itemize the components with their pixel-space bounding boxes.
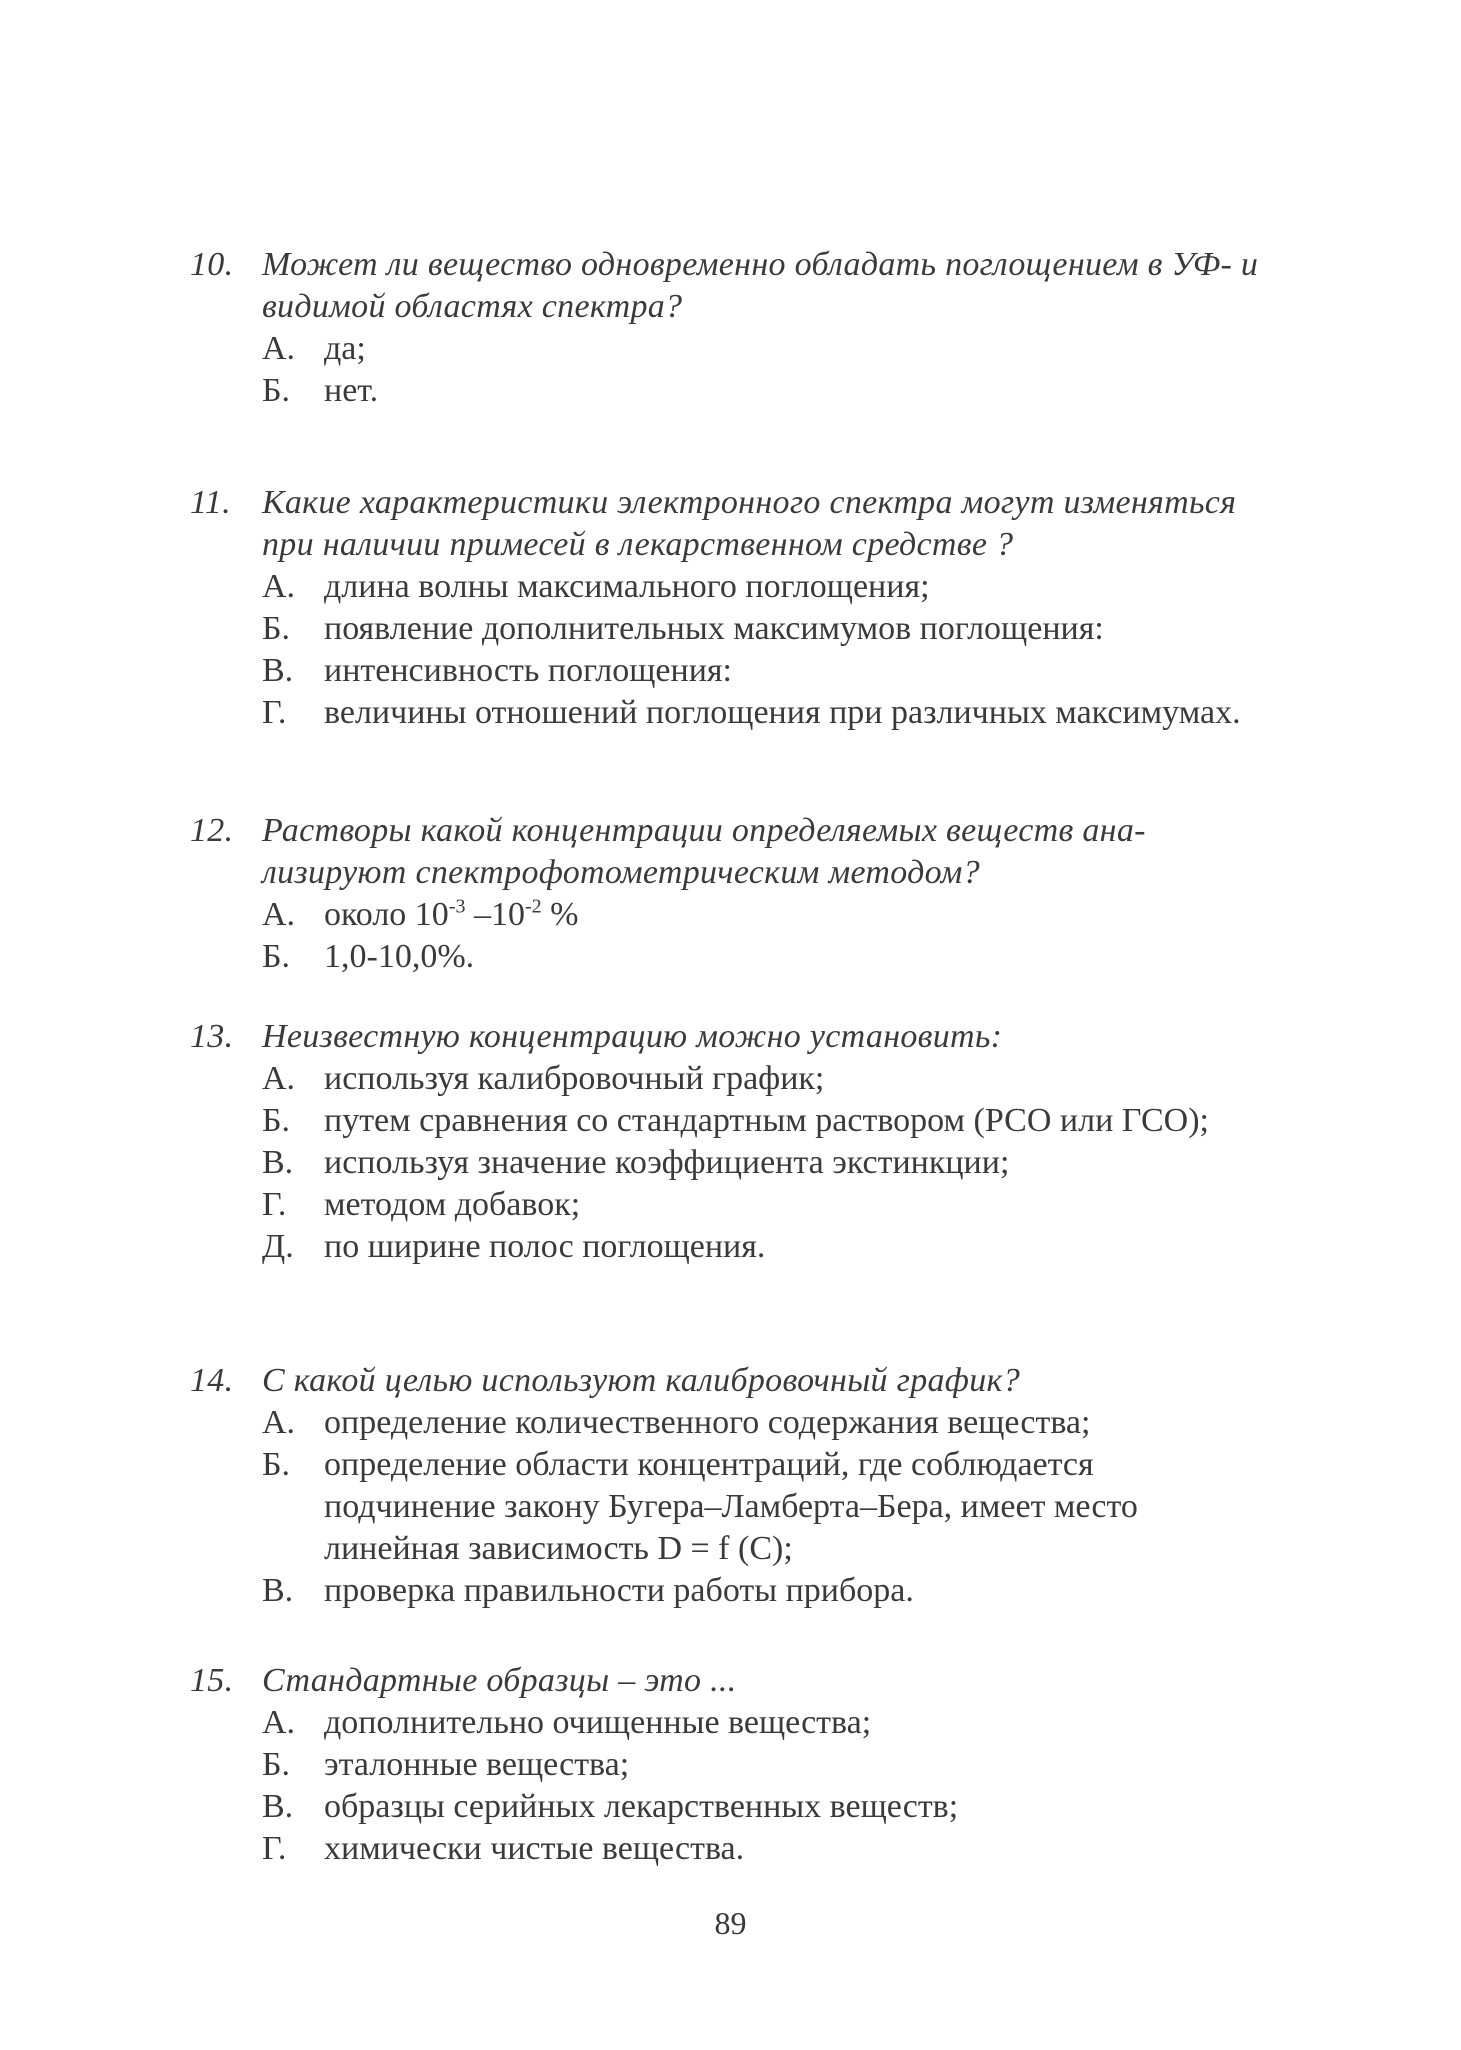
question-header bbox=[190, 1360, 1270, 1402]
question-text: Растворы какой концентрации определяемых веществ анализируют спектрофотометрическим методом? bbox=[262, 812, 1146, 891]
option-b bbox=[262, 370, 1270, 412]
option-letter: Б. bbox=[262, 1446, 291, 1483]
option-b bbox=[262, 608, 1270, 650]
option-g bbox=[262, 1828, 1270, 1870]
option-text: используя значение коэффициента экстинкции; bbox=[324, 1144, 1010, 1181]
option-text: используя калибровочный график; bbox=[324, 1060, 825, 1097]
option-text: величины отношений поглощения при различных максимумах. bbox=[324, 694, 1241, 731]
question-12 bbox=[190, 810, 1270, 978]
question-number: 13. bbox=[190, 1018, 234, 1055]
superscript-exponent: -2 bbox=[524, 895, 542, 918]
question-text: Стандартные образцы – это ... bbox=[262, 1662, 737, 1699]
question-header bbox=[190, 244, 1270, 328]
question-text: С какой целью используют калибровочный график? bbox=[262, 1362, 1021, 1399]
option-letter: А. bbox=[262, 1060, 296, 1097]
option-letter: А. bbox=[262, 330, 296, 367]
option-text: определение области концентраций, где соблюдается подчинение закону Бугера–Ламберта–Бера, имеет место линейная зависимость D = f (C); bbox=[324, 1446, 1138, 1567]
option-v bbox=[262, 1142, 1270, 1184]
option-letter: Б. bbox=[262, 938, 291, 975]
question-number: 10. bbox=[190, 246, 234, 283]
option-letter: В. bbox=[262, 1144, 294, 1181]
question-number: 15. bbox=[190, 1662, 234, 1699]
superscript-exponent: -3 bbox=[448, 895, 466, 918]
option-g bbox=[262, 1184, 1270, 1226]
option-letter: Г. bbox=[262, 694, 287, 731]
option-text: проверка правильности работы прибора. bbox=[324, 1572, 914, 1609]
option-v bbox=[262, 650, 1270, 692]
option-letter: А. bbox=[262, 568, 296, 605]
option-a bbox=[262, 1402, 1270, 1444]
option-a bbox=[262, 566, 1270, 608]
option-text-post: % bbox=[541, 896, 579, 933]
option-letter: А. bbox=[262, 1404, 296, 1441]
option-text: химически чистые вещества. bbox=[324, 1830, 745, 1867]
option-letter: Б. bbox=[262, 1102, 291, 1139]
option-d bbox=[262, 1226, 1270, 1268]
options-list bbox=[262, 1058, 1270, 1268]
option-letter: В. bbox=[262, 652, 294, 689]
option-text-mid: –10 bbox=[465, 896, 525, 933]
question-header bbox=[190, 482, 1270, 566]
question-15 bbox=[190, 1660, 1270, 1870]
option-text: появление дополнительных максимумов поглощения: bbox=[324, 610, 1104, 647]
question-header bbox=[190, 1660, 1270, 1702]
option-a bbox=[262, 1702, 1270, 1744]
option-text: по ширине полос поглощения. bbox=[324, 1228, 766, 1265]
options-list bbox=[262, 328, 1270, 412]
option-letter: Д. bbox=[262, 1228, 294, 1265]
option-v bbox=[262, 1786, 1270, 1828]
option-text: эталонные вещества; bbox=[324, 1746, 630, 1783]
option-text: длина волны максимального поглощения; bbox=[324, 568, 930, 605]
option-text-concentration bbox=[324, 894, 1270, 936]
option-letter: В. bbox=[262, 1572, 294, 1609]
option-a bbox=[262, 894, 1270, 936]
option-g bbox=[262, 692, 1270, 734]
option-text: интенсивность поглощения: bbox=[324, 652, 732, 689]
option-letter: А. bbox=[262, 896, 296, 933]
options-list bbox=[262, 566, 1270, 734]
question-text: Какие характеристики электронного спектра могут изменяться при наличии примесей в лекарственном средстве ? bbox=[262, 484, 1237, 563]
option-b bbox=[262, 1444, 1270, 1570]
option-letter: Б. bbox=[262, 372, 291, 409]
option-letter: В. bbox=[262, 1788, 294, 1825]
option-a bbox=[262, 328, 1270, 370]
option-text: образцы серийных лекарственных веществ; bbox=[324, 1788, 959, 1825]
options-list bbox=[262, 1402, 1270, 1612]
question-number: 11. bbox=[190, 484, 231, 521]
option-letter: А. bbox=[262, 1704, 296, 1741]
option-letter: Б. bbox=[262, 610, 291, 647]
question-14 bbox=[190, 1360, 1270, 1612]
option-letter: Г. bbox=[262, 1830, 287, 1867]
option-text: дополнительно очищенные вещества; bbox=[324, 1704, 872, 1741]
question-number: 12. bbox=[190, 812, 234, 849]
option-v bbox=[262, 1570, 1270, 1612]
option-text: определение количественного содержания вещества; bbox=[324, 1404, 1091, 1441]
option-text: 1,0-10,0%. bbox=[324, 938, 475, 975]
question-text: Может ли вещество одновременно обладать поглощением в УФ- и видимой областях спектра? bbox=[262, 246, 1259, 325]
options-list bbox=[262, 1702, 1270, 1870]
question-11 bbox=[190, 482, 1270, 734]
option-text: да; bbox=[324, 330, 366, 367]
page-number: 89 bbox=[714, 1905, 747, 1941]
question-header bbox=[190, 810, 1270, 894]
question-header bbox=[190, 1016, 1270, 1058]
question-13 bbox=[190, 1016, 1270, 1268]
question-number: 14. bbox=[190, 1362, 234, 1399]
option-text-pre: около 10 bbox=[324, 896, 449, 933]
option-b bbox=[262, 936, 1270, 978]
option-text: нет. bbox=[324, 372, 379, 409]
option-b bbox=[262, 1100, 1270, 1142]
option-letter: Г. bbox=[262, 1186, 287, 1223]
option-letter: Б. bbox=[262, 1746, 291, 1783]
option-text: путем сравнения со стандартным раствором (РСО или ГСО); bbox=[324, 1102, 1209, 1139]
question-text: Неизвестную концентрацию можно установить: bbox=[262, 1018, 1003, 1055]
question-10 bbox=[190, 244, 1270, 412]
option-a bbox=[262, 1058, 1270, 1100]
option-text: методом добавок; bbox=[324, 1186, 581, 1223]
options-list bbox=[262, 894, 1270, 978]
option-b bbox=[262, 1744, 1270, 1786]
